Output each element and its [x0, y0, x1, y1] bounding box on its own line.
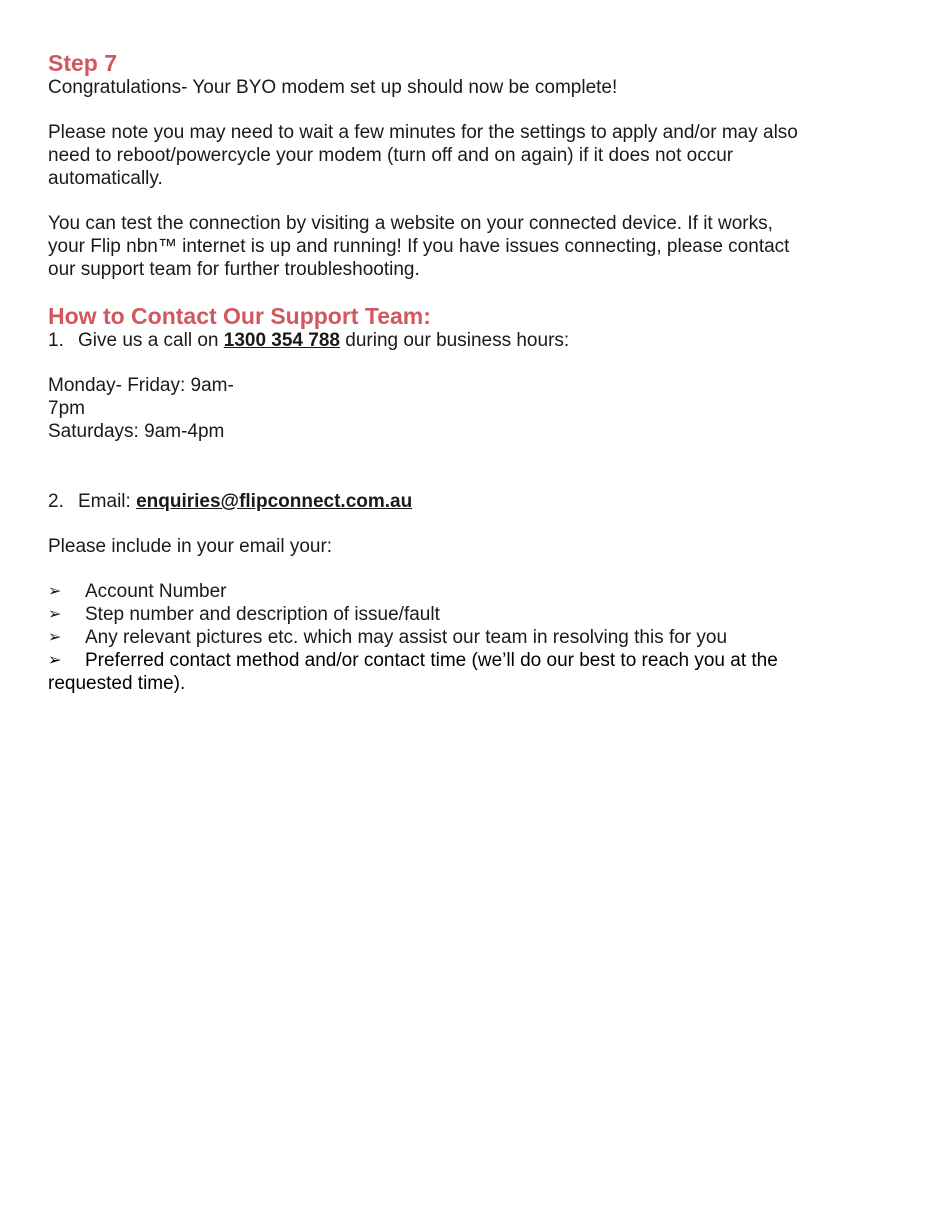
list-item-text: Any relevant pictures etc. which may assist our team in resolving this for you: [85, 627, 728, 648]
list-item: [48, 626, 808, 649]
weekday-hours: Monday- Friday: 9am-7pm: [48, 375, 234, 419]
call-suffix-text: during our business hours:: [345, 330, 570, 351]
list-item: [48, 649, 808, 695]
include-intro-text: Please include in your email your:: [48, 536, 333, 557]
spacer: [48, 352, 808, 374]
call-line: [48, 329, 808, 352]
phone-link[interactable]: 1300 354 788: [223, 330, 340, 351]
email-line: [48, 490, 808, 513]
test-connection-paragraph: You can test the connection by visiting a website on your connected device. If it works, your Flip nbn™ internet is up and running! If you have issues connecting, please contact our support team for further troubleshooting.: [48, 213, 790, 280]
document-page: [48, 50, 808, 695]
spacer: [48, 281, 808, 303]
list-item: [48, 603, 808, 626]
list-item-text: Step number and description of issue/fault: [85, 604, 440, 625]
support-heading: How to Contact Our Support Team:: [48, 303, 431, 329]
arrowhead-bullet-icon: ➢: [48, 629, 62, 646]
list-item-text: Account Number: [85, 581, 227, 602]
email-list-number: 2.: [48, 491, 64, 512]
arrowhead-bullet-icon: ➢: [48, 606, 62, 623]
email-label: Email:: [78, 491, 131, 512]
list-item-text: Preferred contact method and/or contact time (we’ll do our best to reach you at the requested time).: [48, 650, 778, 694]
settings-note-paragraph: Please note you may need to wait a few minutes for the settings to apply and/or may also need to reboot/powercycle your modem (turn off and on again) if it does not occur automatically.: [48, 122, 798, 189]
spacer: [48, 513, 808, 535]
step-heading: Step 7: [48, 50, 118, 76]
arrowhead-bullet-icon: ➢: [48, 652, 62, 669]
call-list-number: 1.: [48, 330, 64, 351]
list-item: [48, 580, 808, 603]
call-prefix-text: Give us a call on: [78, 330, 219, 351]
arrowhead-bullet-icon: ➢: [48, 583, 62, 600]
spacer: [48, 443, 808, 490]
spacer: [48, 190, 808, 212]
include-list: [48, 580, 808, 695]
saturday-hours: Saturdays: 9am-4pm: [48, 421, 225, 442]
email-link[interactable]: enquiries@flipconnect.com.au: [136, 491, 413, 512]
congratulations-text: Congratulations- Your BYO modem set up should now be complete!: [48, 77, 618, 98]
spacer: [48, 558, 808, 580]
spacer: [48, 99, 808, 121]
